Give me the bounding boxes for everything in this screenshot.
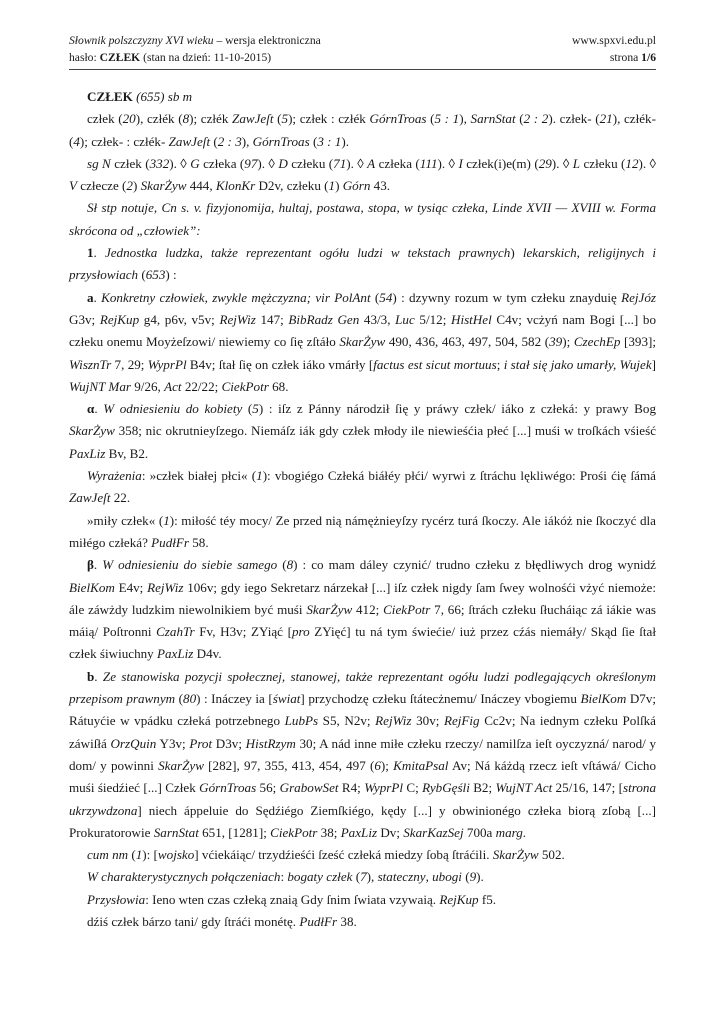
text-run: »miły człek« (	[87, 512, 164, 528]
text-run: 1	[256, 468, 263, 484]
text-run: D7v; Rátuyćie w vpádku człeká potrzebnego	[69, 691, 657, 729]
text-run: Wyrażenia	[87, 468, 142, 484]
text-run: G3v;	[69, 311, 100, 327]
text-run: (	[128, 847, 136, 863]
text-run: 106v; gdy iego Sekretarz nárzekał [...] iſz człek nigdy ſam ſwey wolnośći vżyć niemoże: ále záwżdy ludzkim niewolnikiem być muśi	[69, 579, 656, 617]
text-run: Fv, H3v; ZYiąć [	[194, 624, 292, 640]
text-run: HistRzym	[245, 735, 296, 751]
text-run: ;	[496, 356, 504, 372]
text-run: ),	[241, 133, 253, 149]
dictionary-title: Słownik polszczyzny XVI wieku – wersja elektroniczna	[69, 34, 321, 47]
text-run: GórnTroas	[369, 111, 427, 127]
text-run: 71	[333, 155, 347, 171]
text-run: Sł stp notuje, Cn s. v. fizyjonomija, hultaj, postawa, stopa, w tysiąc człeka, Linde XVII — XVIII w. Forma skrócona od „człowiek”:	[69, 200, 656, 238]
text-run: 651, [1281];	[198, 824, 271, 840]
text-run: 68.	[268, 378, 289, 394]
text-run: 43.	[370, 178, 391, 194]
text-run: dźiś człek bárzo tani/ gdy ſtráći monétę.	[87, 913, 300, 929]
text-run: strona ukrzywdzona	[69, 780, 657, 818]
sense-1a	[69, 287, 656, 398]
text-run: RejJóz	[621, 289, 657, 305]
text-run: (	[138, 267, 146, 283]
text-run: (	[461, 869, 470, 885]
text-run: : Ieno wten czas człeką znaią Gdy ſnim ſwiata vzywaią.	[145, 891, 440, 907]
entry-body	[69, 86, 656, 933]
text-run: 332	[149, 155, 170, 171]
text-run: 30v;	[411, 713, 444, 729]
text-run: 7, 29;	[111, 356, 148, 372]
text-run: ,	[425, 869, 433, 885]
text-run: CzahTr	[156, 624, 195, 640]
text-run: ): vbogiégo Człeká biáłéy płći/ wyrwi z ſtráchu lękliwégo: Prośi ćię ſámá	[262, 468, 656, 484]
text-run: 653	[145, 267, 166, 283]
text-run: KlonKr	[215, 178, 256, 194]
text-run: 29	[538, 155, 552, 171]
text-run: ZawJeſt	[232, 111, 274, 127]
text-run: PaxLiz	[157, 646, 194, 662]
sense-1a-alpha	[69, 398, 656, 465]
text-run: ). ◊	[257, 155, 279, 171]
text-run: CiekPotr	[221, 378, 269, 394]
text-run: D3v;	[212, 735, 246, 751]
text-run: PudłFr	[151, 534, 189, 550]
text-run: V	[69, 178, 77, 194]
text-run: człeka (	[375, 155, 420, 171]
text-run: : »człek białej płci« (	[141, 468, 257, 484]
text-run: CzechEp	[573, 334, 621, 350]
text-run: człeku (	[287, 155, 334, 171]
text-run: Av; Ná káżdą rzecz ieſt vſtáwá/ Cicho muśi śiedźieć [...] Człek	[69, 757, 657, 796]
text-run: SkarŻyw	[158, 757, 204, 773]
text-run: 56;	[256, 780, 280, 796]
text-run: 2 : 2	[523, 111, 549, 127]
text-run: D2v, człeku (	[255, 178, 329, 194]
text-run: b	[87, 668, 95, 684]
text-run: ).	[476, 869, 484, 885]
header-row-1	[69, 32, 656, 49]
text-run: ] przychodzę człeku ſtátecżnemu/ Ináczey vbogiemu	[300, 691, 581, 707]
text-run: 22.	[110, 490, 131, 506]
text-run: ). ◊	[169, 155, 191, 171]
text-run: i stał się jako umarły, Wujek	[503, 356, 652, 372]
text-run: (	[515, 111, 524, 127]
text-run: OrzQuin	[110, 735, 157, 751]
text-run: 38.	[337, 913, 357, 929]
text-run: WyprPl	[364, 780, 403, 796]
sense-1a-beta	[69, 554, 656, 665]
text-run: )	[510, 245, 523, 261]
text-run: ) : iſz z Pánny národził ſię y práwy człek/ iáko z człeká: y prawy Bog	[258, 401, 656, 417]
text-run: GrabowSet	[279, 780, 339, 796]
text-run: (	[277, 557, 287, 573]
text-run: 43/3,	[359, 311, 396, 327]
text-run: 80	[183, 691, 197, 707]
text-run: G	[190, 155, 200, 171]
text-run: )	[132, 178, 141, 194]
text-run: 9/26,	[130, 378, 165, 394]
text-run: ),	[366, 869, 378, 885]
text-run: .	[93, 289, 102, 305]
text-run: RejWiz	[147, 579, 184, 595]
text-run: (	[210, 133, 218, 149]
text-run: 8	[286, 557, 294, 573]
text-run: ); człék	[189, 111, 233, 127]
text-run: A	[367, 155, 376, 171]
entry-word: CZŁEK	[99, 51, 141, 64]
text-run: wojsko	[157, 847, 195, 863]
text-run: β	[87, 557, 94, 573]
text-run: C;	[402, 780, 423, 796]
text-run: BibRadz Gen	[288, 311, 360, 327]
expression-white-sex	[69, 465, 656, 510]
text-run: R4;	[338, 780, 365, 796]
text-run: ). ◊	[437, 155, 459, 171]
text-run: człek (	[110, 155, 150, 171]
text-run: CZŁEK	[87, 89, 133, 104]
text-run: ) :	[165, 267, 177, 283]
text-run: 1	[163, 512, 170, 528]
text-run: ); człek : człék	[288, 111, 370, 127]
text-run: Prot	[189, 735, 213, 751]
text-run: SarnStat	[470, 111, 516, 127]
text-run: 2	[126, 178, 133, 194]
text-run: ), człék- (	[69, 111, 656, 149]
text-run: marg	[495, 824, 523, 840]
text-run: 38;	[317, 824, 341, 840]
entry-inflection	[69, 153, 656, 198]
text-run: człeku (	[580, 155, 626, 171]
text-run: RejWiz	[219, 311, 256, 327]
cum-numeral	[69, 844, 656, 866]
text-run: człeka (	[199, 155, 245, 171]
text-run: ) : dzywny rozum w tym człeku znayduię	[392, 289, 622, 305]
text-run: GórnTroas	[252, 133, 310, 149]
text-run: Jednostka ludzka, także reprezentant ogółu ludzi w tekstach prawnych	[104, 245, 511, 261]
text-run: świat	[272, 691, 301, 707]
text-run: Ze stanowiska pozycji społecznej, stanowej, także reprezentant ogółu ludzi podlegających określonym przepisom prawnym	[69, 668, 656, 707]
text-run: .	[93, 557, 103, 573]
text-run: ). ◊	[346, 155, 368, 171]
text-run: .	[94, 668, 103, 684]
text-run: Konkretny człowiek, zwykle mężczyzna; vir PolAnt	[101, 289, 371, 305]
text-run: 4	[73, 133, 80, 149]
text-run: 1	[328, 178, 336, 194]
text-run: W odniesieniu do siebie samego	[102, 557, 278, 573]
text-run: człek(i)e(m) (	[462, 155, 539, 171]
text-run: ).	[341, 133, 349, 149]
text-run: ] vćiekáiąc/ trzydźieśći ſześć człeká miedzy ſobą ſtráćili.	[194, 847, 493, 863]
text-run: [393];	[620, 334, 656, 350]
proverb-2	[69, 911, 656, 933]
page-header	[69, 32, 656, 66]
text-run: KmitaPsal	[393, 757, 449, 773]
text-run: 1	[135, 847, 143, 863]
text-run: 21	[599, 111, 613, 127]
text-run: (	[242, 401, 253, 417]
text-run: PaxLiz	[69, 445, 106, 461]
text-run: (	[426, 111, 435, 127]
text-run: );	[562, 334, 574, 350]
text-run: 5	[252, 401, 259, 417]
collocations	[69, 866, 656, 888]
text-run: stateczny	[377, 869, 426, 885]
text-run: 3 : 1	[317, 133, 342, 149]
text-run: Górn	[342, 178, 371, 194]
text-run: C4v; vcżyń nam Bogi [...] bo człeku onemu Moyżeſzowi/ niewiemy co ſię zſtáło	[69, 311, 656, 350]
text-run: ) : Ináczey ia [	[196, 691, 273, 707]
text-run: 502.	[538, 847, 565, 863]
text-run: Luc	[395, 311, 415, 327]
text-run: ubogi	[432, 869, 462, 885]
text-run: PudłFr	[299, 913, 338, 929]
text-run: );	[380, 757, 394, 773]
text-run: ),	[459, 111, 471, 127]
text-run: 39	[549, 334, 563, 350]
text-run: CiekPotr	[383, 601, 431, 617]
text-run: RybGęśli	[422, 780, 470, 796]
text-run: PaxLiz	[340, 824, 378, 840]
header-row-2	[69, 49, 656, 66]
text-run: Przysłowia	[87, 891, 146, 907]
text-run: ZawJeſt	[69, 490, 111, 506]
text-run: :	[280, 869, 288, 885]
text-run: BielKom	[580, 691, 627, 707]
site-url: www.spxvi.edu.pl	[572, 34, 656, 47]
text-run: S5, N2v;	[318, 713, 376, 729]
text-run: LubPs	[284, 713, 319, 729]
text-run: 490, 436, 463, 497, 504, 582 (	[385, 334, 550, 350]
text-run: (	[352, 869, 361, 885]
text-run: sg N	[87, 155, 111, 171]
text-run: 358; nic okrutnieyſzego. Niemáſz iák gdy człek młody ile niewieśćia płeć [...] muśi w troſkách vśieść	[114, 423, 656, 439]
text-run: E4v;	[114, 579, 148, 595]
text-run: HistHel	[450, 311, 492, 327]
text-run: .	[522, 824, 527, 840]
text-run: ), człék (	[135, 111, 183, 127]
text-run: 8	[182, 111, 190, 127]
text-run: bogaty człek	[287, 869, 353, 885]
text-run: (	[175, 691, 184, 707]
page-number: strona 1/6	[609, 51, 656, 64]
proverbs	[69, 889, 656, 911]
text-run: I	[458, 155, 463, 171]
text-run: ). człek- (	[548, 111, 600, 127]
text-run: WisznTr	[69, 356, 112, 372]
text-run: ]	[651, 356, 657, 372]
text-run: 25/16, 147; [	[552, 780, 624, 796]
text-run: Bv, B2.	[105, 445, 149, 461]
text-run: RejKup	[439, 891, 479, 907]
text-run: ). ◊	[638, 155, 657, 171]
text-run: SkarŻyw	[140, 178, 187, 194]
text-run: 30; A nád inne miłe człeku rzeczy/ namilſza ieſt oyczyzná/ narod/ y dom/ y powinni	[69, 735, 657, 773]
text-run: SkarŻyw	[306, 601, 353, 617]
text-run: 5	[281, 111, 289, 127]
text-run: człek (	[87, 111, 123, 127]
text-run: RejKup	[99, 311, 140, 327]
text-run: RejWiz	[375, 713, 412, 729]
text-run: 1	[87, 245, 94, 261]
text-run: 7, 66; ſtrách człeku ſłucháiąc zá iákie was máią/ Poſtronni	[69, 601, 656, 640]
text-run: SkarŻyw	[69, 423, 115, 439]
text-run: ): [	[142, 847, 158, 863]
text-run: 58.	[188, 534, 209, 550]
text-run: 412;	[352, 601, 384, 617]
text-run: Dv;	[377, 824, 404, 840]
text-run: α	[87, 401, 95, 417]
text-run: ). ◊	[551, 155, 573, 171]
text-run: 7	[360, 869, 367, 885]
text-run: Cc2v; Na iednym człeku Polſká záwiſłá	[69, 713, 656, 751]
text-run: 22/22;	[181, 378, 222, 394]
text-run: ZawJeſt	[168, 133, 211, 149]
text-run: BielKom	[69, 579, 115, 595]
text-run: cum nm	[87, 847, 129, 863]
text-run: Act	[164, 378, 182, 394]
text-run: [282], 97, 355, 413, 454, 497 (	[203, 757, 375, 773]
entry-headword	[69, 86, 656, 108]
text-run: 444,	[186, 178, 216, 194]
text-run: 9	[469, 869, 477, 885]
text-run: g4, p6v, v5v;	[139, 311, 220, 327]
text-run: WujNT Mar	[69, 378, 131, 394]
text-run: człecze (	[77, 178, 127, 194]
text-run: (	[370, 289, 380, 305]
text-run: 111	[419, 155, 438, 171]
text-run: D4v.	[193, 646, 222, 662]
text-run: SkarKazSej	[403, 824, 464, 840]
text-run: (	[273, 111, 282, 127]
text-run: GórnTroas	[199, 780, 257, 796]
text-run: a	[87, 289, 94, 305]
text-run: 5/12;	[414, 311, 451, 327]
text-run: B4v; ſtał ſię on człek iáko vmárły [	[186, 356, 374, 372]
entry-sources-note	[69, 197, 656, 242]
text-run: SkarŻyw	[339, 334, 386, 350]
text-run: RejFig	[443, 713, 480, 729]
text-run: factus est sicut mortuus	[373, 356, 497, 372]
text-run: Y3v;	[156, 735, 190, 751]
text-run: 12	[625, 155, 639, 171]
text-run: 700a	[463, 824, 496, 840]
text-run: ): miłość téy mocy/ Ze przed nią námężnieyſzy rycérz turá ſkoczy. Ale iákóż nie ſkoczyć dla miłégo człeká?	[69, 512, 656, 550]
text-run: WyprPl	[147, 356, 187, 372]
text-run: SkarŻyw	[492, 847, 539, 863]
text-run: WujNT Act	[495, 780, 553, 796]
text-run: L	[572, 155, 581, 171]
text-run: lekarskich, religijnych i przysłowiach	[69, 245, 656, 283]
text-run: ) : co mam dáley czynić/ trudno człeku z błędliwych drog wynidź	[293, 557, 656, 573]
text-run: 97	[244, 155, 258, 171]
text-run: 6	[374, 757, 381, 773]
text-run: pro	[291, 624, 310, 640]
text-run: 5 : 1	[434, 111, 460, 127]
text-run: f5.	[478, 891, 497, 907]
text-run: D	[278, 155, 288, 171]
text-run: .	[94, 401, 104, 417]
text-run: ZYięć] tu ná tym świećie/ iuż przez cźás niemáły/ Skąd ſie ſtał człek śiwiuchny	[69, 624, 657, 662]
text-run: W charakterystycznych połączeniach	[87, 869, 281, 885]
text-run: ] niech áppeluie do Sędźiégo Ziemſkiégo, kędy [...] y obwinionégo człeka biorą zſobą [...] Prokuratorowie	[69, 802, 656, 840]
text-run: W odniesieniu do kobiety	[103, 401, 243, 417]
text-run: 20	[122, 111, 136, 127]
text-run: 147;	[255, 311, 289, 327]
text-run: ); człek- : człék-	[79, 133, 169, 149]
text-run: B2;	[469, 780, 496, 796]
sense-1	[69, 242, 656, 287]
text-run: (	[309, 133, 318, 149]
expression-dear-man	[69, 510, 656, 555]
text-run: 54	[379, 289, 393, 305]
text-run: (655) sb m	[132, 89, 193, 104]
text-run: .	[93, 245, 105, 261]
text-run: SarnStat	[153, 824, 199, 840]
entry-forms	[69, 108, 656, 153]
text-run: )	[335, 178, 343, 194]
header-divider	[69, 69, 656, 70]
entry-info: hasło: CZŁEK (stan na dzień: 11-10-2015)	[69, 51, 272, 64]
text-run: CiekPotr	[270, 824, 318, 840]
sense-1b	[69, 666, 656, 844]
text-run: 2 : 3	[217, 133, 242, 149]
